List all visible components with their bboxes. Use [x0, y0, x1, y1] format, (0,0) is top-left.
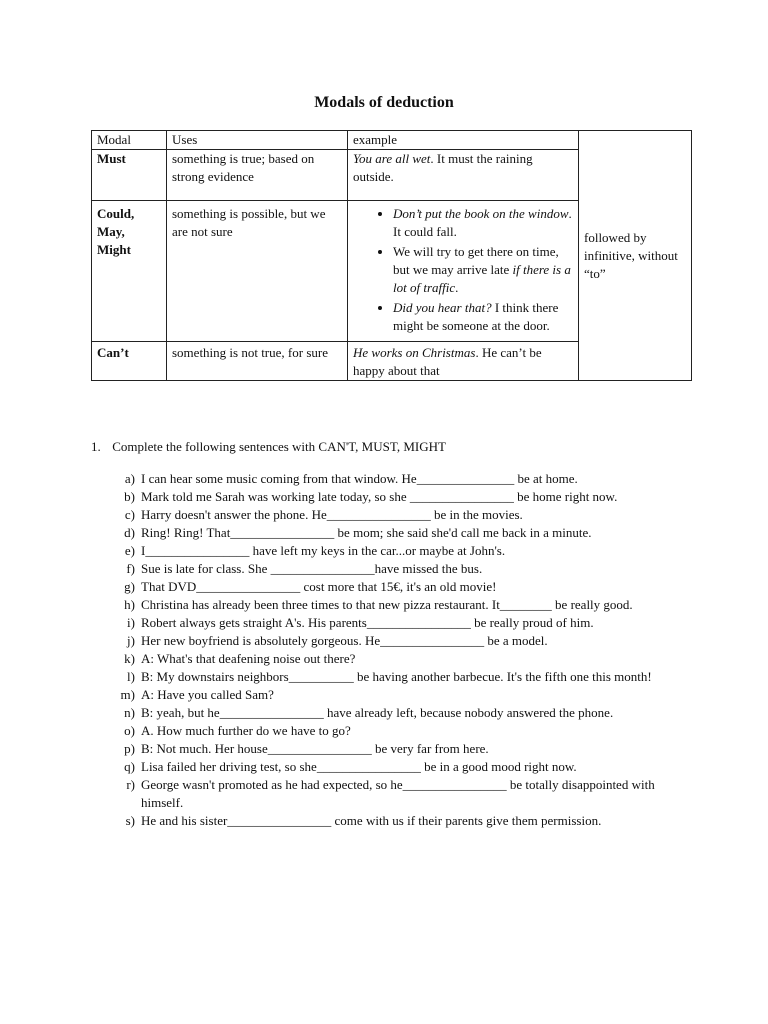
item-text: I________________ have left my keys in the car...or maybe at John's. — [141, 543, 506, 558]
example-italic: Don’t put the book on the window — [393, 206, 569, 221]
item-text: Lisa failed her driving test, so she________________ be in a good mood right now. — [141, 759, 577, 774]
item-letter: n) — [124, 705, 135, 720]
header-example: example — [348, 131, 579, 150]
list-item — [91, 740, 691, 758]
side-note: followed by infinitive, without “to” — [584, 229, 678, 281]
item-letter: c) — [124, 507, 135, 522]
use-cant: something is not true, for sure — [167, 342, 348, 381]
item-text: Christina has already been three times to that new pizza restaurant. It________ be really good. — [141, 597, 633, 612]
header-uses: Uses — [167, 131, 348, 150]
item-text: B: Not much. Her house________________ be very far from here. — [141, 741, 489, 756]
exercise-section — [91, 438, 691, 830]
item-text: Mark told me Sarah was working late today, so she ________________ be home right now. — [141, 489, 618, 504]
item-letter: k) — [124, 651, 135, 666]
list-item — [91, 776, 691, 812]
list-item — [91, 596, 691, 614]
list-item — [91, 668, 691, 686]
list-item — [91, 524, 691, 542]
list-item — [91, 650, 691, 668]
exercise-number: 1. — [91, 439, 101, 454]
list-item — [393, 205, 573, 241]
item-text: B: yeah, but he________________ have already left, because nobody answered the phone. — [141, 705, 614, 720]
item-text: I can hear some music coming from that window. He_______________ be at home. — [141, 471, 578, 486]
item-letter: j) — [127, 633, 135, 648]
use-could-may-might: something is possible, but we are not sure — [167, 201, 348, 342]
item-letter: i) — [127, 615, 135, 630]
side-note-cell — [579, 131, 692, 381]
list-item — [91, 488, 691, 506]
item-text: A: Have you called Sam? — [141, 687, 274, 702]
exercise-instruction — [91, 438, 691, 456]
list-item — [91, 632, 691, 650]
item-letter: r) — [126, 777, 135, 792]
item-letter: l) — [127, 669, 135, 684]
item-letter: s) — [125, 813, 135, 828]
list-item — [91, 506, 691, 524]
list-item — [91, 560, 691, 578]
item-letter: a) — [124, 471, 135, 486]
list-item — [91, 722, 691, 740]
example-text: I think there might be someone at the door. — [393, 300, 559, 333]
exercise-items — [91, 470, 691, 830]
list-item — [91, 470, 691, 488]
example-cant — [348, 342, 579, 381]
item-letter: h) — [124, 597, 135, 612]
example-text: . It could fall. — [393, 206, 572, 239]
table-header-row — [92, 131, 692, 150]
item-text: Her new boyfriend is absolutely gorgeous. He________________ be a model. — [141, 633, 548, 648]
list-item — [91, 614, 691, 632]
item-text: Ring! Ring! That________________ be mom; she said she'd call me back in a minute. — [141, 525, 592, 540]
item-text: A. How much further do we have to go? — [141, 723, 351, 738]
example-list — [353, 205, 573, 335]
example-italic: if there is a lot of traffic — [393, 262, 571, 295]
item-text: Sue is late for class. She ________________have missed the bus. — [141, 561, 483, 576]
item-text: B: My downstairs neighbors__________ be having another barbecue. It's the fifth one this month! — [141, 669, 652, 684]
item-letter: o) — [124, 723, 135, 738]
modals-table — [91, 130, 692, 381]
item-letter: m) — [120, 687, 135, 702]
example-italic: Did you hear that? — [393, 300, 492, 315]
item-letter: d) — [124, 525, 135, 540]
list-item — [91, 578, 691, 596]
item-text: That DVD________________ cost more that 15€, it's an old movie! — [141, 579, 497, 594]
list-item — [91, 542, 691, 560]
example-text: . — [455, 280, 459, 295]
example-text: . It must the raining outside. — [353, 151, 533, 184]
list-item — [91, 686, 691, 704]
list-item — [91, 704, 691, 722]
item-letter: g) — [124, 579, 135, 594]
item-letter: q) — [124, 759, 135, 774]
item-text: A: What's that deafening noise out there? — [141, 651, 356, 666]
example-could-may-might — [348, 201, 579, 342]
modal-could-may-might: Could, May, Might — [92, 201, 167, 342]
example-text: We will try to get there on time, but we may arrive late — [393, 244, 559, 277]
item-text: George wasn't promoted as he had expected, so he________________ be totally disappointed with himself. — [141, 777, 655, 810]
item-text: Harry doesn't answer the phone. He________________ be in the movies. — [141, 507, 523, 522]
item-text: Robert always gets straight A's. His parents________________ be really proud of him. — [141, 615, 594, 630]
example-italic: You are all wet — [353, 151, 431, 166]
list-item — [91, 758, 691, 776]
item-letter: e) — [124, 543, 135, 558]
item-letter: f) — [126, 561, 135, 576]
example-italic: He works on Christmas — [353, 345, 476, 360]
example-must — [348, 150, 579, 201]
header-modal: Modal — [92, 131, 167, 150]
modal-cant: Can’t — [92, 342, 167, 381]
modal-must: Must — [92, 150, 167, 201]
exercise-instruction-text: Complete the following sentences with CAN'T, MUST, MIGHT — [112, 439, 446, 454]
list-item — [91, 812, 691, 830]
item-letter: p) — [124, 741, 135, 756]
example-text: . He can’t be happy about that — [353, 345, 542, 378]
item-text: He and his sister________________ come with us if their parents give them permission. — [141, 813, 602, 828]
use-must: something is true; based on strong evidence — [167, 150, 348, 201]
list-item — [393, 243, 573, 297]
page-title: Modals of deduction — [314, 94, 454, 111]
list-item — [393, 299, 573, 335]
item-letter: b) — [124, 489, 135, 504]
